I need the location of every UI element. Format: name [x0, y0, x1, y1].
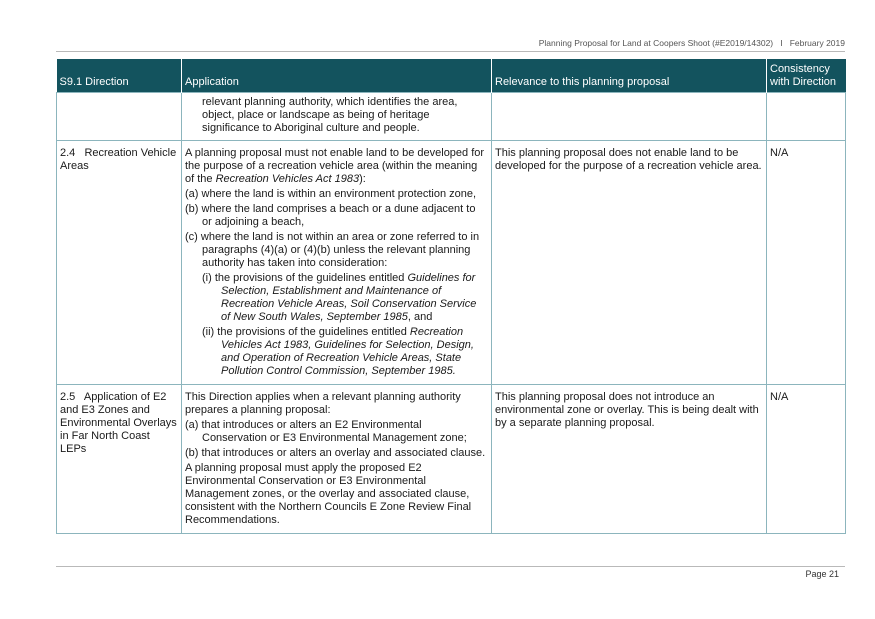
table-row	[57, 141, 846, 385]
direction-title: 2.4 Recreation Vehicle Areas	[60, 147, 179, 172]
relevance-cell	[492, 141, 767, 385]
consistency-cell	[767, 93, 846, 141]
guideline-title: Guidelines for Selection, Establishment and Maintenance of Recreation Vehicle Areas, Soil Conservation Service of New South Wales, September 1985	[221, 272, 477, 323]
application-item-b: (b) that introduces or alters an overlay and associated clause.	[185, 447, 486, 459]
header-date: February 2019	[789, 38, 845, 48]
application-cell	[182, 385, 492, 534]
column-header-relevance: Relevance to this planning proposal	[492, 59, 767, 93]
relevance-text: This planning proposal does not introduce an environmental zone or overlay. This is being dealt with by a separate planning proposal.	[495, 391, 759, 429]
application-item-a: (a) where the land is within an environment protection zone,	[185, 188, 477, 200]
application-item-b: (b) where the land comprises a beach or a dune adjacent to or adjoining a beach,	[185, 203, 476, 228]
header-doc-title: Planning Proposal for Land at Coopers Shoot (#E2019/14302)	[538, 38, 774, 48]
footer-rule	[56, 566, 845, 567]
guideline-title: Recreation Vehicles Act 1983, Guidelines for Selection, Design, and Operation of Recreation Vehicle Areas, State Pollution Control Commission, September 1985.	[221, 326, 474, 377]
table-row	[57, 93, 846, 141]
running-header	[56, 38, 845, 48]
consistency-cell	[767, 141, 846, 385]
consistency-value: N/A	[770, 391, 789, 403]
application-cell	[182, 93, 492, 141]
application-item-ii: (ii) the provisions of the guidelines entitled Recreation Vehicles Act 1983, Guidelines for Selection, Design, and Operation of Recreation Vehicle Areas, State Pollution Control Commission, September 1985.	[202, 326, 474, 377]
direction-title: 2.5 Application of E2 and E3 Zones and Environmental Overlays in Far North Coast LEPs	[60, 391, 180, 455]
application-closing: A planning proposal must apply the proposed E2 Environmental Conservation or E3 Environmental Management zones, or the overlay and associated clause, consistent with the Northern Councils E Zone Review Final Recommendations.	[185, 462, 472, 526]
column-header-consistency: Consistency with Direction	[767, 59, 846, 93]
column-header-application: Application	[182, 59, 492, 93]
application-intro: This Direction applies when a relevant planning authority prepares a planning proposal:	[185, 391, 461, 416]
column-header-direction: S9.1 Direction	[57, 59, 182, 93]
header-rule	[56, 51, 845, 52]
direction-cell	[57, 385, 182, 534]
application-item-i: (i) the provisions of the guidelines entitled Guidelines for Selection, Establishment and Maintenance of Recreation Vehicle Areas, Soil Conservation Service of New South Wales, September 1985, and	[202, 272, 477, 323]
consistency-value: N/A	[770, 147, 789, 159]
relevance-cell	[492, 93, 767, 141]
application-item-c: (c) where the land is not within an area or zone referred to in paragraphs (4)(a) or (4)(b) unless the relevant planning authority has taken into consideration:	[185, 231, 480, 269]
act-name: Recreation Vehicles Act 1983	[215, 173, 360, 185]
application-continuation: relevant planning authority, which identifies the area, object, place or landscape as being of heritage significance to Aboriginal culture and people.	[202, 96, 458, 134]
directions-table	[56, 59, 846, 534]
relevance-text: This planning proposal does not enable land to be developed for the purpose of a recreation vehicle area.	[495, 147, 762, 172]
application-cell	[182, 141, 492, 385]
table-header-row	[57, 59, 846, 93]
consistency-cell	[767, 385, 846, 534]
table-row	[57, 385, 846, 534]
relevance-cell	[492, 385, 767, 534]
header-separator: I	[780, 38, 783, 48]
application-intro: A planning proposal must not enable land to be developed for the purpose of a recreation vehicle area (within the meaning of the Recreation Vehicles Act 1983):	[185, 147, 485, 185]
application-item-a: (a) that introduces or alters an E2 Environmental Conservation or E3 Environmental Management zone;	[185, 419, 467, 444]
direction-cell	[57, 141, 182, 385]
direction-cell	[57, 93, 182, 141]
page-number: Page 21	[805, 569, 839, 579]
